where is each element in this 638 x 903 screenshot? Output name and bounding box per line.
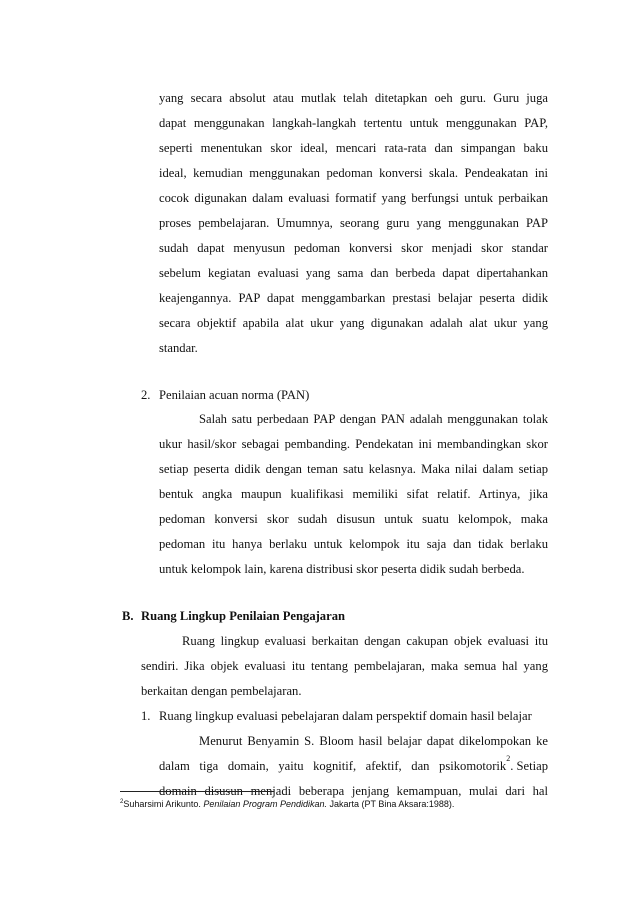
paragraph-line: cocok digunakan dalam evaluasi formatif yang berfungsi untuk perbaikan: [159, 191, 548, 205]
paragraph-line: proses pembelajaran. Umumnya, seorang guru yang menggunakan PAP: [159, 216, 548, 230]
list-number: 2.: [141, 388, 151, 402]
list-item-title: Ruang lingkup evaluasi pebelajaran dalam perspektif domain hasil belajar: [159, 709, 532, 723]
paragraph-line: sudah dapat menyusun pedoman konversi skor menjadi skor standar: [159, 241, 548, 255]
section-letter: B.: [122, 609, 134, 623]
paragraph-line: yang secara absolut atau mutlak telah ditetapkan oeh guru. Guru juga: [159, 91, 548, 105]
list-item-title: Penilaian acuan norma (PAN): [159, 388, 310, 402]
paragraph-line: domain disusun menjadi beberapa jenjang kemampuan, mulai dari hal: [159, 784, 548, 798]
paragraph-line: Menurut Benyamin S. Bloom hasil belajar dapat dikelompokan ke: [199, 734, 548, 748]
paragraph-line: bentuk angka maupun kualifikasi memiliki sifat relatif. Artinya, jika: [159, 487, 548, 501]
footnote: [120, 799, 454, 809]
paragraph-line: secara objektif apabila alat ukur yang digunakan adalah alat ukur yang: [159, 316, 548, 330]
paragraph-line: [159, 754, 548, 774]
footnote-reference[interactable]: 2: [506, 754, 511, 763]
footnote-divider: [120, 791, 274, 792]
paragraph-line: berkaitan dengan pembelajaran.: [141, 684, 302, 698]
footnote-author: Suharsimi Arikunto.: [123, 799, 201, 809]
footnote-publisher: Jakarta (PT Bina Aksara:1988).: [329, 799, 455, 809]
paragraph-line: ukur hasil/skor sebagai pembanding. Pendekatan ini membandingkan skor: [159, 437, 548, 451]
paragraph-line: setiap peserta didik dengan teman satu kelasnya. Maka nilai dalam setiap: [159, 462, 548, 476]
paragraph-line: pedoman konversi skor sudah disusun untuk suatu kelompok, maka: [159, 512, 548, 526]
footnote-mark: 2: [120, 799, 124, 805]
paragraph-line: sebelum kegiatan evaluasi yang sama dan berbeda dapat dipertahankan: [159, 266, 548, 280]
list-number: 1.: [141, 709, 151, 723]
paragraph-line: keajengannya. PAP dapat menggambarkan prestasi belajar peserta didik: [159, 291, 548, 305]
paragraph-line: pedoman itu hanya berlaku untuk kelompok itu saja dan tidak berlaku: [159, 537, 548, 551]
paragraph-segment: dalam tiga domain, yaitu kognitif, afektif, dan psikomotorik: [159, 759, 507, 773]
paragraph-line: dapat menggunakan langkah-langkah tertentu untuk menggunakan PAP,: [159, 116, 548, 130]
paragraph-segment: . Setiap: [510, 759, 548, 773]
paragraph-line: ideal, kemudian menggunakan pedoman konversi skala. Pendeakatan ini: [159, 166, 548, 180]
paragraph-line: sendiri. Jika objek evaluasi itu tentang pembelajaran, maka semua hal yang: [141, 659, 548, 673]
paragraph-line: Ruang lingkup evaluasi berkaitan dengan cakupan objek evaluasi itu: [182, 634, 548, 648]
paragraph-line: seperti menentukan skor ideal, mencari rata-rata dan simpangan baku: [159, 141, 548, 155]
paragraph-line: standar.: [159, 341, 198, 355]
paragraph-line: Salah satu perbedaan PAP dengan PAN adalah menggunakan tolak: [199, 412, 548, 426]
paragraph-line: untuk kelompok lain, karena distribusi skor peserta didik sudah berbeda.: [159, 562, 525, 576]
section-title: Ruang Lingkup Penilaian Pengajaran: [141, 609, 345, 623]
footnote-title: Penilaian Program Pendidikan.: [203, 799, 327, 809]
